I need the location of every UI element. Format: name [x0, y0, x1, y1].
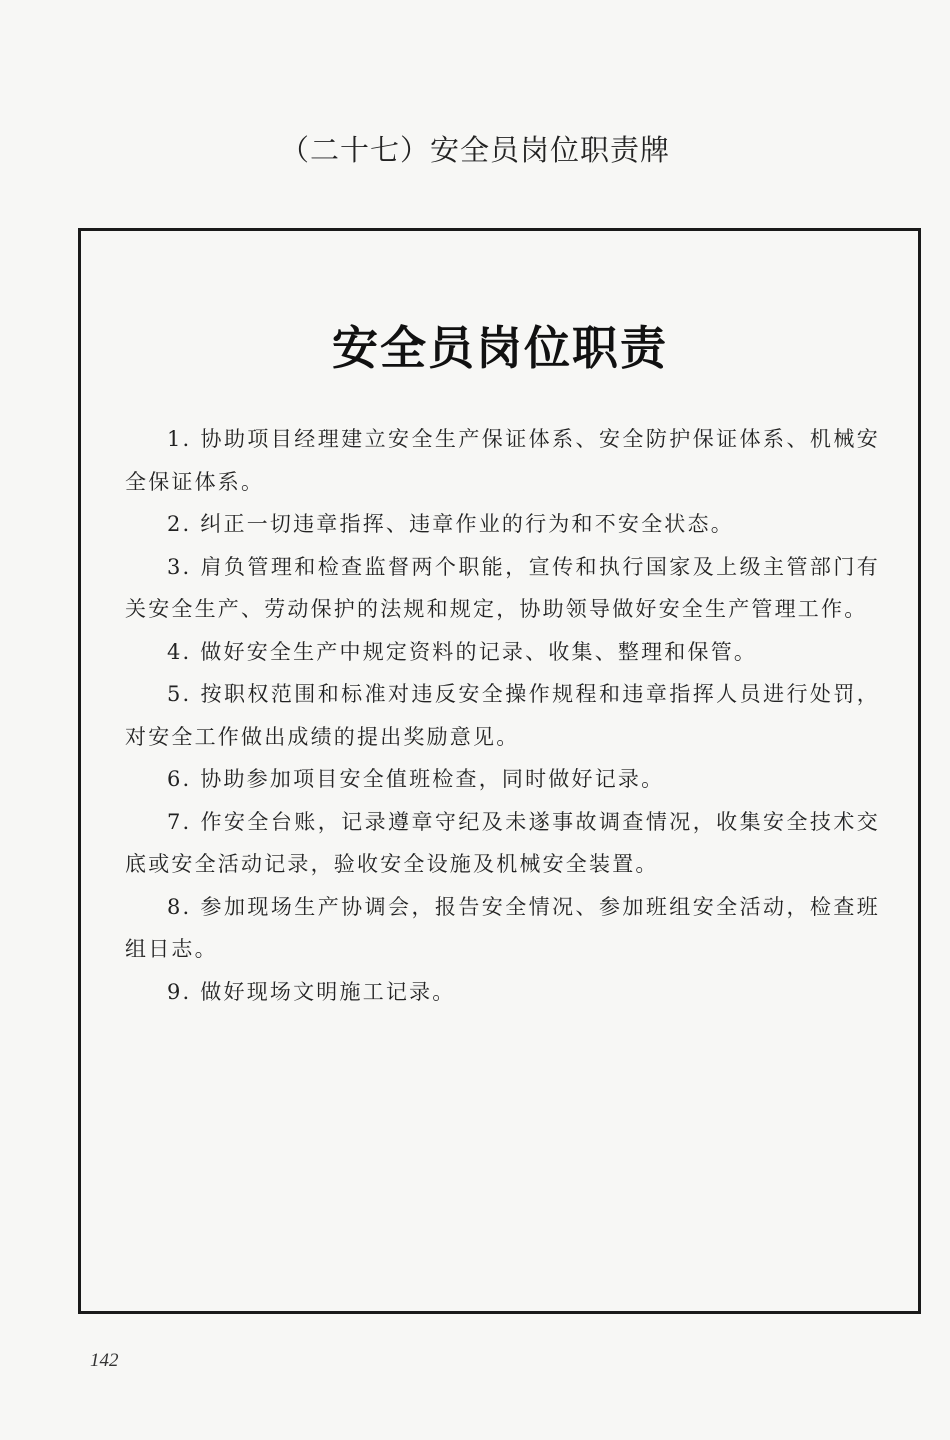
duty-item-5: 5. 按职权范围和标准对违反安全操作规程和违章指挥人员进行处罚，对安全工作做出成绩的提出奖励意见。 — [125, 682, 880, 749]
placard-title: 安全员岗位职责 — [332, 321, 668, 375]
section-heading: （二十七）安全员岗位职责牌 — [279, 133, 670, 167]
duty-item-9: 9. 做好现场文明施工记录。 — [167, 979, 456, 1004]
duty-item-4: 4. 做好安全生产中规定资料的记录、收集、整理和保管。 — [167, 639, 758, 664]
duty-item-1: 1. 协助项目经理建立安全生产保证体系、安全防护保证体系、机械安全保证体系。 — [125, 427, 880, 494]
duty-item-3: 3. 肩负管理和检查监督两个职能，宣传和执行国家及上级主管部门有关安全生产、劳动保护的法规和规定，协助领导做好安全生产管理工作。 — [125, 554, 880, 621]
duty-item-2: 2. 纠正一切违章指挥、违章作业的行为和不安全状态。 — [167, 512, 734, 536]
duty-item-7: 7. 作安全台账，记录遵章守纪及未遂事故调查情况，收集安全技术交底或安全活动记录，验收安全设施及机械安全装置。 — [125, 809, 880, 876]
duty-list — [125, 418, 880, 1013]
duty-item-8: 8. 参加现场生产协调会，报告安全情况、参加班组安全活动，检查班组日志。 — [125, 894, 880, 961]
duty-item-6: 6. 协助参加项目安全值班检查，同时做好记录。 — [167, 767, 665, 791]
page-number: 142 — [90, 1350, 119, 1371]
